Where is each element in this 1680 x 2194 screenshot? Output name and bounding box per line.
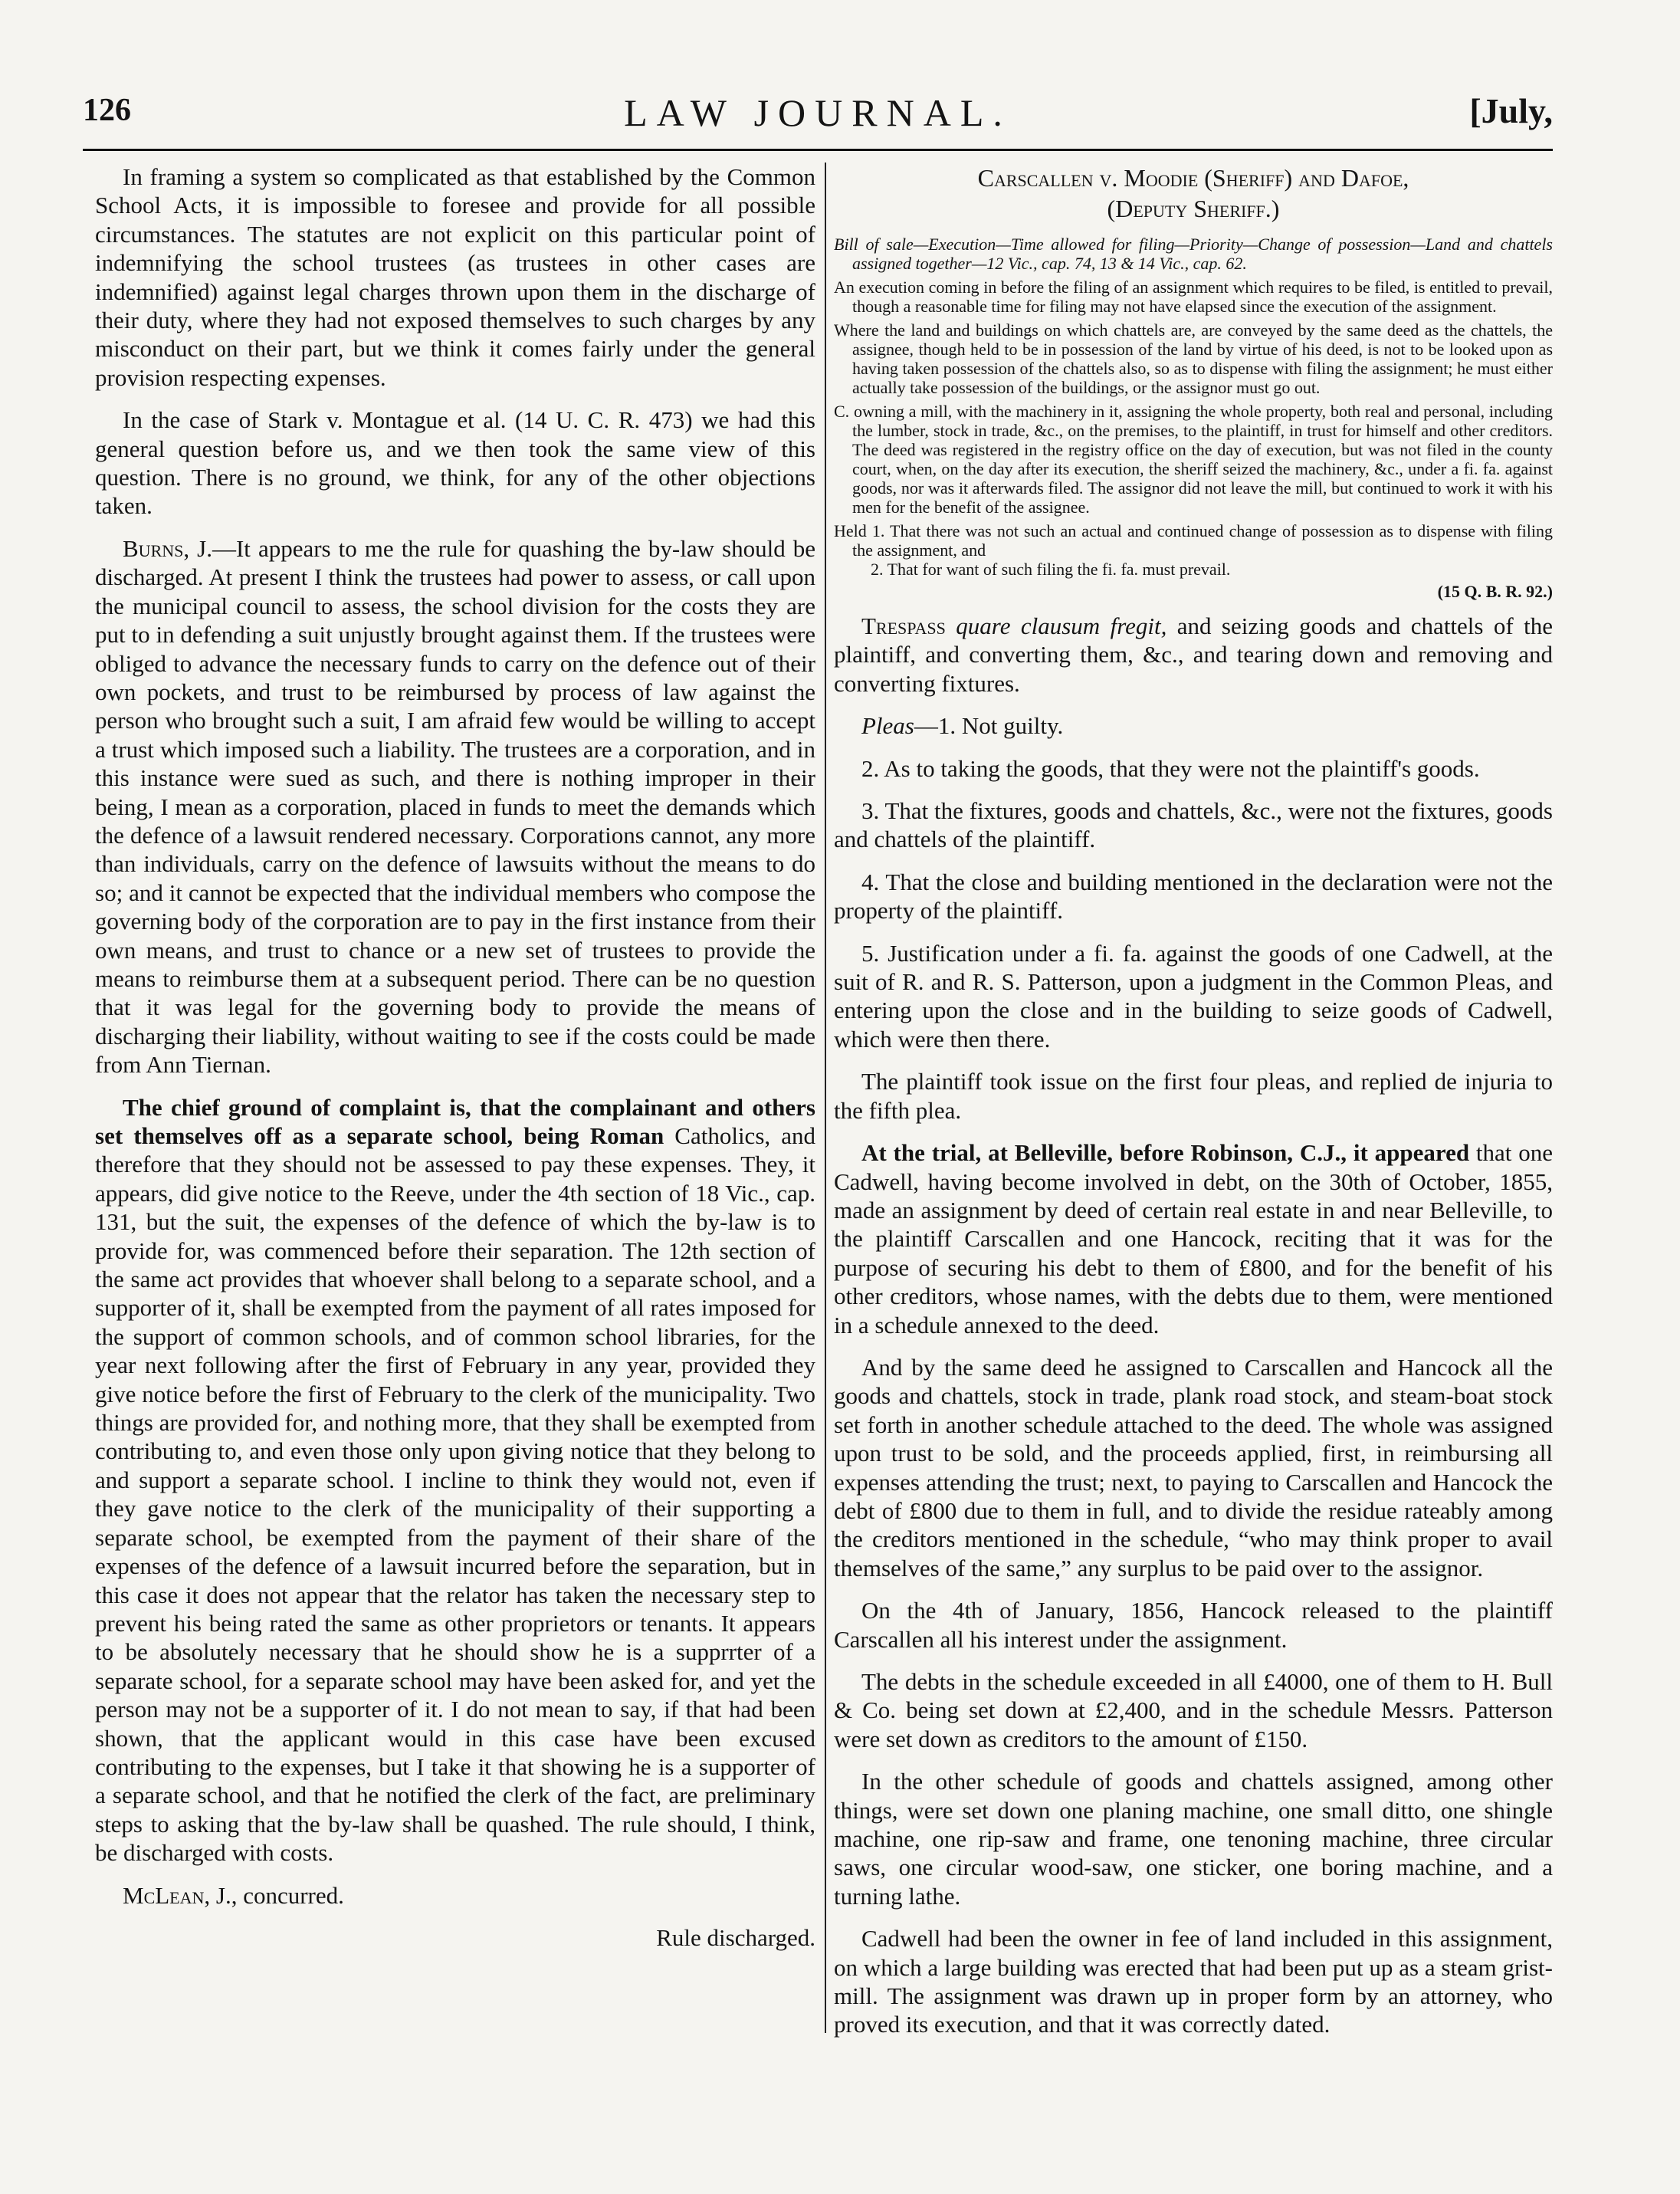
bold-lead: The chief ground of complaint is, that the complainant and others set themselves off as a separate school, being Roman <box>95 1093 815 1149</box>
plea-1 <box>834 711 1553 740</box>
paragraph-chief-ground <box>95 1093 815 1867</box>
paragraph-burns-opinion <box>95 534 815 1079</box>
case-citation: (15 Q. B. R. 92.) <box>1437 582 1553 601</box>
journal-title: LAW JOURNAL. <box>624 91 1012 134</box>
syllabus-point-3: C. owning a mill, with the machinery in it, assigning the whole property, both real and personal, including the lumber, stock in trade, &c., on the premises, to the plaintiff, in trust for himself and other creditors. The deed was registered in the registry office on the day of execution, but was not filed in the county court, when, on the day after its execution, the sheriff seized the machinery, &c., under a fi. fa. against goods, nor was it afterwards filed. The assignor did not leave the mill, but continued to work it with his men for the benefit of the assignee. <box>834 402 1553 517</box>
syllabus-point-2: Where the land and buildings on which chattels are, are conveyed by the same deed as the chattels, the assignee, though held to be in possession of the land by virtue of his deed, is not to be looked upon as having taken possession of the chattels also, so as to dispense with filing the assignment; he must either actually take possession of the buildings, or the assignor must go out. <box>834 320 1553 397</box>
pleas-lead: Pleas <box>861 712 914 740</box>
trespass-lead: Trespass <box>861 613 946 639</box>
deed-paragraph: And by the same deed he assigned to Carscallen and Hancock all the goods and chattels, stock in trade, plank road stock, and steam-boat stock set forth in another schedule attached to the deed. The whole was assigned upon trust to be sold, and the proceeds applied, first, in reimbursing all expenses attending the trust; next, to paying to Carscallen and Hancock the debt of £800 due to them in full, and to divide the residue rateably among the creditors mentioned in the schedule, “who may think proper to avail themselves of the same,” any surplus to be paid over to the assignor. <box>834 1353 1553 1581</box>
case-title-line-2: (Deputy Sheriff.) <box>1107 195 1280 222</box>
running-header <box>83 90 1553 144</box>
judge-name: McLean, J. <box>123 1881 231 1909</box>
cadwell-paragraph: Cadwell had been the owner in fee of land included in this assignment, on which a large building was erected that had been put up as a steam grist-mill. The assignment was drawn up in proper form by an attorney, who proved its execution, and that it was correctly dated. <box>834 1925 1553 2038</box>
headnote: Bill of sale—Execution—Time allowed for filing—Priority—Change of possession—Land and chattels assigned together—12 Vic., cap. 74, 13 & 14 Vic., cap. 62. <box>834 235 1553 273</box>
left-column <box>95 163 815 1966</box>
trial-lead: At the trial, at Belleville, before Robinson, C.J., it appeared <box>861 1139 1470 1167</box>
opinion-text: Catholics, and therefore that they should not be assessed to pay these expenses. They, it appears, did give notice to the Reeve, under the 4th section of 18 Vic., cap. 131, but the suit, the expenses of the defence of which the by-law is to provide for, was commenced before their separation. The 12th section of the same act provides that whoever shall belong to a separate school, and a supporter of it, shall be exempted from the payment of all rates imposed for the support of common schools, and of common school libraries, for the year next following after the first of February in any year, provided they give notice before the first of February to the clerk of the municipality. Two things are provided for, and nothing more, that they shall be exempted from contributing to, and even those only upon giving notice that they belong to and support a separate school. I incline to think they would not, even if they gave notice to the clerk of the municipality of their supporting a separate school, be exempted from the payment of their share of the expenses of the defence of a lawsuit incurred before the separation, but in this case it does not appear that the relator has taken the necessary step to prevent his being rated the same as other proprietors or tenants. It appears to be absolutely necessary that he should show he is a supprrter of a separate school, for a separate school may have been asked for, and yet the person may not be a supporter of it. I do not mean to say, if that had been shown, that the applicant would in this case have been excused contributing to the expenses, but I take it that showing he is a supporter of a separate school, and that he notified the clerk of the fact, are preliminary steps to asking that the by-law shall be quashed. The rule should, I think, be discharged with costs. <box>95 1122 815 1867</box>
plea-4: 4. That the close and building mentioned in the declaration were not the property of the plaintiff. <box>834 868 1553 925</box>
right-column <box>834 163 1553 2053</box>
syllabus-point-1: An execution coming in before the filing of an assignment which requires to be filed, is entitled to prevail, though a reasonable time for filing may not have elapsed since the execution of the assignment. <box>834 278 1553 316</box>
case-title <box>834 163 1553 224</box>
trial-text: that one Cadwell, having become involved in debt, on the 30th of October, 1855, made an assignment by deed of certain real estate in and near Belleville, to the plaintiff Carscallen and one Hancock, reciting that it was for the purpose of securing his debt to them of £800, and for the benefit of his other creditors, whose names, with the debts due to them, were mentioned in a schedule annexed to the deed. <box>834 1139 1554 1338</box>
debts-paragraph: The debts in the schedule exceeded in all £4000, one of them to H. Bull & Co. being set down at £2,400, and in the schedule Messrs. Patterson were set down as creditors to the amount of £150. <box>834 1668 1553 1752</box>
trial-paragraph <box>834 1138 1553 1339</box>
paragraph-mclean <box>95 1881 815 1910</box>
header-month: [July, <box>1469 91 1553 130</box>
rule-discharged: Rule discharged. <box>656 1923 815 1951</box>
plea-3: 3. That the fixtures, goods and chattels, &c., were not the fixtures, goods and chattels of the plaintiff. <box>834 797 1553 853</box>
trespass-text: and seizing goods and chattels of the plaintiff, and converting them, &c., and tearing down and removing and converting fixtures. <box>834 613 1553 697</box>
schedule-paragraph: In the other schedule of goods and chattels assigned, among other things, were set down one planing machine, one small ditto, one shingle machine, one rip-saw and frame, one tenoning machine, three circular saws, one circular wood-saw, one sticker, one boring machine, and a turning lathe. <box>834 1768 1553 1910</box>
syllabus <box>834 235 1553 601</box>
held-1: Held 1. That there was not such an actual and continued change of possession as to dispense with filing the assignment, and <box>834 521 1553 560</box>
case-title-line-1: Carscallen v. Moodie (Sheriff) and Dafoe, <box>977 164 1409 192</box>
replied-paragraph: The plaintiff took issue on the first four pleas, and replied de injuria to the fifth plea. <box>834 1068 1553 1124</box>
release-paragraph: On the 4th of January, 1856, Hancock released to the plaintiff Carscallen all his interest under the assignment. <box>834 1597 1553 1653</box>
opinion-text: —It appears to me the rule for quashing the by-law should be discharged. At present I think the trustees had power to assess, or call upon the municipal council to assess, the school division for the costs they are put to in defending a suit unjustly brought against them. If the trustees were obliged to advance the necessary funds to carry on the defence out of their own pockets, and trust to be reimbursed by process of law against the person who brought such a suit, I am afraid few would be willing to accept a trust which imposed such a liability. The trustees are a corporation, and in this instance were sued as such, and there is nothing improper in their being, I mean as a corporation, placed in funds to meet the demands which the defence of a lawsuit rendered necessary. Corporations cannot, any more than individuals, carry on the defence of lawsuits without the means to do so; and it cannot be expected that the individual members who compose the governing body of the corporation are to pay in the first instance from their own means, and trust to chance or a new set of trustees to provide the means to reimburse them at a subsequent period. There can be no question that it was legal for the governing body to provide the means of discharging their liability, without waiting to see if the costs could be made from Ann Tiernan. <box>95 534 815 1079</box>
plea-5: 5. Justification under a fi. fa. against the goods of one Cadwell, at the suit of R. and R. S. Patterson, upon a judgment in the Common Pleas, and entering upon the close and in the building to seize goods of Cadwell, which were then there. <box>834 939 1553 1053</box>
column-divider <box>825 163 826 2033</box>
trespass-paragraph <box>834 612 1553 698</box>
trespass-latin: quare clausum fregit, <box>956 613 1167 639</box>
judge-name: Burns, J. <box>123 534 212 562</box>
paragraph-indemnity: In framing a system so complicated as that established by the Common School Acts, it is impossible to foresee and provide for all possible circumstances. The statutes are not explicit on this particular point of indemnifying the school trustees (as trustees in other cases are indemnified) against legal charges thrown upon them in the discharge of their duty, where they had not exposed themselves to such charges by any misconduct on their part, but we think it comes fairly under the general provision respecting expenses. <box>95 163 815 391</box>
plea-2: 2. As to taking the goods, that they were not the plaintiff's goods. <box>861 754 1480 782</box>
plea-1-text: —1. Not guilty. <box>914 712 1064 740</box>
concurred-text: , concurred. <box>231 1881 344 1909</box>
header-rule <box>83 149 1553 151</box>
page-number: 126 <box>83 93 131 128</box>
held-2: 2. That for want of such filing the fi. fa. must prevail. <box>871 560 1231 579</box>
paragraph-stark-case: In the case of Stark v. Montague et al. (14 U. C. R. 473) we had this general question before us, and we then took the same view of this question. There is no ground, we think, for any of the other objections taken. <box>95 406 815 520</box>
